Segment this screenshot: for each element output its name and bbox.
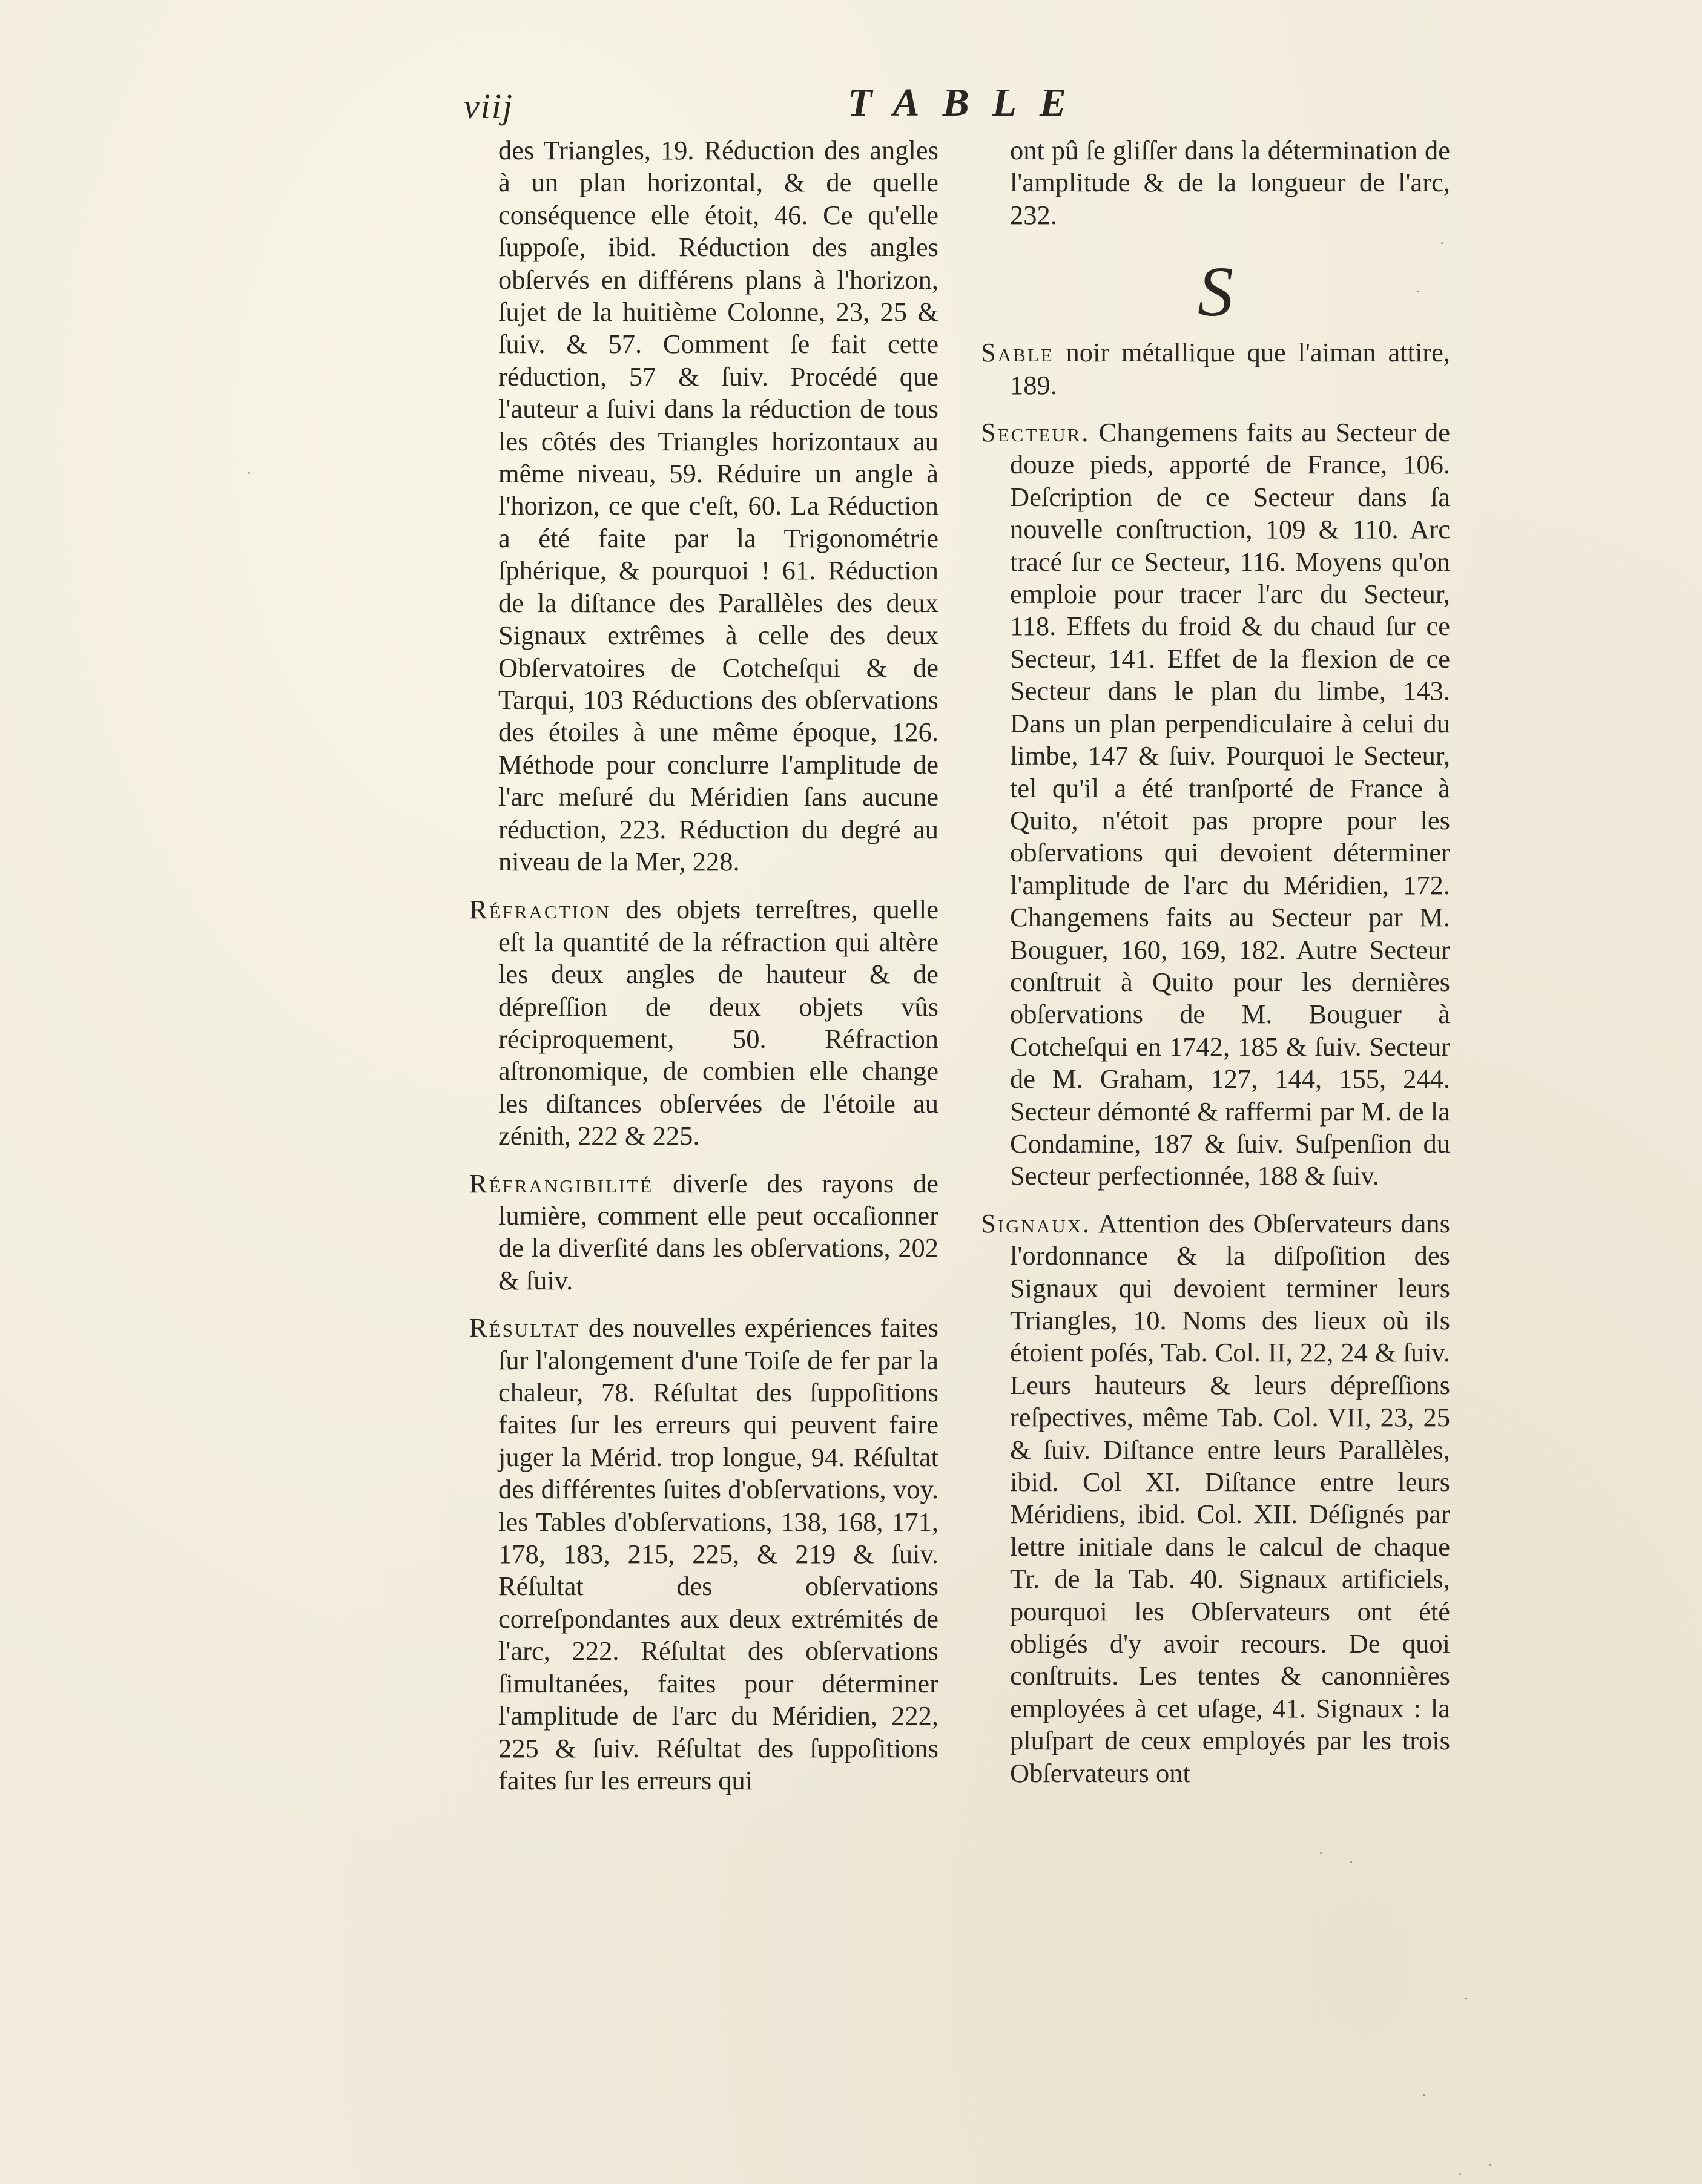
continued-entry: ont pû ſe gliſſer dans la détermination de l'amplitude & de la longueur de l'arc, 232. <box>1010 135 1450 230</box>
page-header <box>466 80 1617 134</box>
index-entry-sable <box>981 337 1450 401</box>
entry-text: des nouvelles expériences faites ſur l'alongement d'une Toiſe de fer par la chaleur, 78. Réſultat des ſuppoſitions faites ſur les erreurs qui peuvent faire juger la Mérid. trop longue, 94. Réſultat des différentes ſuites d'obſervations, voy. les Tables d'obſervations, 138, 168, 171, 178, 183, 215, 225, & 219 & ſuiv. Réſultat des obſervations correſpondantes aux deux extrémités de l'arc, 222. Réſultat des obſervations ſimultanées, faites pour déterminer l'amplitude de l'arc du Méridien, 222, 225 & ſuiv. Réſultat des ſuppoſitions faites ſur les erreurs qui <box>498 1312 938 1795</box>
entry-text: diverſe des rayons de lumière, comment elle peut occaſionner de la diverſité dans les obſervations, 202 & ſuiv. <box>498 1168 938 1295</box>
left-column <box>469 134 938 1812</box>
entry-text: Attention des Obſervateurs dans l'ordonnance & la diſpoſition des Signaux qui devoient terminer leurs Triangles, 10. Noms des lieux où ils étoient poſés, Tab. Col. II, 22, 24 & ſuiv. Leurs hauteurs & leurs dépreſſions reſpectives, même Tab. Col. VII, 23, 25 & ſuiv. Diſtance entre leurs Parallèles, ibid. Col XI. Diſtance entre leurs Méridiens, ibid. Col. XII. Déſignés par lettre initiale dans le calcul de chaque Tr. de la Tab. 40. Signaux artificiels, pourquoi les Obſervateurs ont été obligés d'y avoir recours. De quoi conſtruits. Les tentes & canonnières employées à cet uſage, 41. Signaux : la pluſpart de ceux employés par les trois Obſervateurs ont <box>1010 1208 1450 1788</box>
index-entry-refrangibilite <box>469 1168 938 1297</box>
paper-speck <box>1465 1998 1467 1999</box>
index-entry-resultat <box>469 1312 938 1797</box>
paper-speck <box>1441 242 1443 244</box>
index-entry-signaux <box>981 1208 1450 1789</box>
index-entry-refraction <box>469 893 938 1152</box>
paper-speck <box>1320 1852 1322 1854</box>
paper-speck <box>1417 291 1419 292</box>
continued-entry: des Triangles, 19. Réduction des angles à un plan horizontal, & de quelle conséquence elle étoit, 46. Ce qu'elle ſuppoſe, ibid. Réduction des angles obſervés en différens plans à l'horizon, ſujet de la huitième Colonne, 23, 25 & ſuiv. & 57. Comment ſe fait cette réduction, 57 & ſuiv. Procédé que l'auteur a ſuivi dans la réduction de tous les côtés des Triangles horizontaux au même niveau, 59. Réduire un angle à l'horizon, ce que c'eſt, 60. La Réduction a été faite par la Trigonométrie ſphérique, & pourquoi ! 61. Réduction de la diſtance des Parallèles des deux Signaux extrêmes à celle des deux Obſervatoires de Cotcheſqui & de Tarqui, 103 Réductions des obſervations des étoiles à une même époque, 126. Méthode pour conclurre l'amplitude de l'arc meſuré du Méridien ſans aucune réduction, 223. Réduction du degré au niveau de la Mer, 228. <box>498 135 938 877</box>
paper-speck <box>1459 2173 1461 2175</box>
paper-speck <box>1489 2164 1491 2166</box>
entry-headword: Résultat <box>469 1312 580 1343</box>
right-column <box>981 134 1450 1804</box>
entry-headword: Secteur. <box>981 417 1090 448</box>
folio-number: viij <box>464 87 514 126</box>
paper-speck <box>1350 1861 1352 1863</box>
entry-text: Changemens faits au Secteur de douze pieds, apporté de France, 106. Deſcription de ce Secteur dans ſa nouvelle conſtruction, 109 & 110. Arc tracé ſur ce Secteur, 116. Moyens qu'on emploie pour tracer l'arc du Secteur, 118. Effets du froid & du chaud ſur ce Secteur, 141. Effet de la flexion de ce Secteur dans le plan du limbe, 143. Dans un plan perpendiculaire à celui du limbe, 147 & ſuiv. Pourquoi le Secteur, tel qu'il a été tranſporté de France à Quito, n'étoit pas propre pour les obſervations qui devoient déterminer l'amplitude de l'arc du Méridien, 172. Changemens faits au Secteur par M. Bouguer, 160, 169, 182. Autre Secteur conſtruit à Quito pour les dernières obſervations de M. Bouguer à Cotcheſqui en 1742, 185 & ſuiv. Secteur de M. Graham, 127, 144, 155, 244. Secteur démonté & raffermi par M. de la Condamine, 187 & ſuiv. Suſpenſion du Secteur perfectionnée, 188 & ſuiv. <box>1010 417 1450 1191</box>
index-entry-secteur <box>981 416 1450 1192</box>
entry-headword: Sable <box>981 337 1054 368</box>
running-title: TABLE <box>848 81 1090 125</box>
entry-headword: Réfraction <box>469 894 611 925</box>
entry-headword: Réfrangibilité <box>469 1168 654 1199</box>
entry-headword: Signaux. <box>981 1208 1092 1238</box>
paper-speck <box>248 472 250 474</box>
entry-text: noir métallique que l'aiman attire, 189. <box>1010 337 1450 400</box>
entry-text: des objets terreſtres, quelle eſt la quantité de la réfraction qui altère les deux angles de hauteur & de dépreſſion de deux objets vûs réciproquement, 50. Réfraction aſtronomique, de combien elle change les diſtances obſervées de l'étoile au zénith, 222 & 225. <box>498 894 938 1151</box>
paper-speck <box>1423 2094 1425 2096</box>
section-letter: S <box>1198 252 1233 332</box>
